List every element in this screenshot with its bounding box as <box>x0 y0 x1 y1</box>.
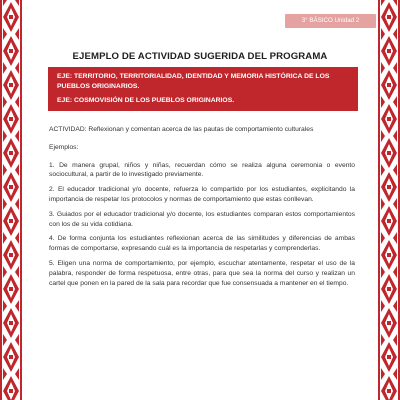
left-decorative-border <box>0 0 22 400</box>
example-item-5: 5. Eligen una norma de comportamiento, por ejemplo, escuchar atentamente, respetar el uso de la palabra, responder de forma respetuosa, entre otras, para que sea la norma del curso y realizan un cartel que ponen en la pared de la sala para recordar que fue consensuada a mantener en el tiempo. <box>49 259 355 287</box>
page-title: EJEMPLO DE ACTIVIDAD SUGERIDA DEL PROGRAMA <box>72 51 328 62</box>
example-item-4: 4. De forma conjunta los estudiantes reflexionan acerca de las similitudes y diferencias de ambas formas de comportarse, expresando cuál es la importancia de respetarlas y comprenderlas. <box>49 235 355 253</box>
axis-cosmovision-label: EJE: COSMOVISIÓN DE LOS PUEBLOS ORIGINARIOS. <box>57 96 235 104</box>
activity-content <box>49 125 355 293</box>
right-decorative-border <box>378 0 400 400</box>
examples-heading: Ejemplos: <box>49 143 79 151</box>
example-item-3: 3. Guiados por el educador tradicional y/o docente, los estudiantes comparan estos comportamientos con los de su vida cotidiana. <box>49 210 355 228</box>
grade-unit-badge: 3° BÁSICO Unidad 2 <box>285 14 376 28</box>
axis-territory-label: EJE: TERRITORIO, TERRITORIALIDAD, IDENTIDAD Y MEMORIA HISTÓRICA DE LOS PUEBLOS ORIGINARIOS. <box>57 73 330 90</box>
example-item-1: 1. De manera grupal, niños y niñas, recuerdan cómo se realiza alguna ceremonia o evento sociocultural, a partir de lo investigado previamente. <box>49 161 355 179</box>
example-item-2: 2. El educador tradicional y/o docente, refuerza lo compartido por los estudiantes, explicitando la importancia de respetar los protocolos y normas de comportamiento que estas conllevan. <box>49 186 355 203</box>
activity-statement: ACTIVIDAD: Reflexionan y comentan acerca de las pautas de comportamiento culturales <box>49 126 314 133</box>
axes-box <box>48 67 358 111</box>
